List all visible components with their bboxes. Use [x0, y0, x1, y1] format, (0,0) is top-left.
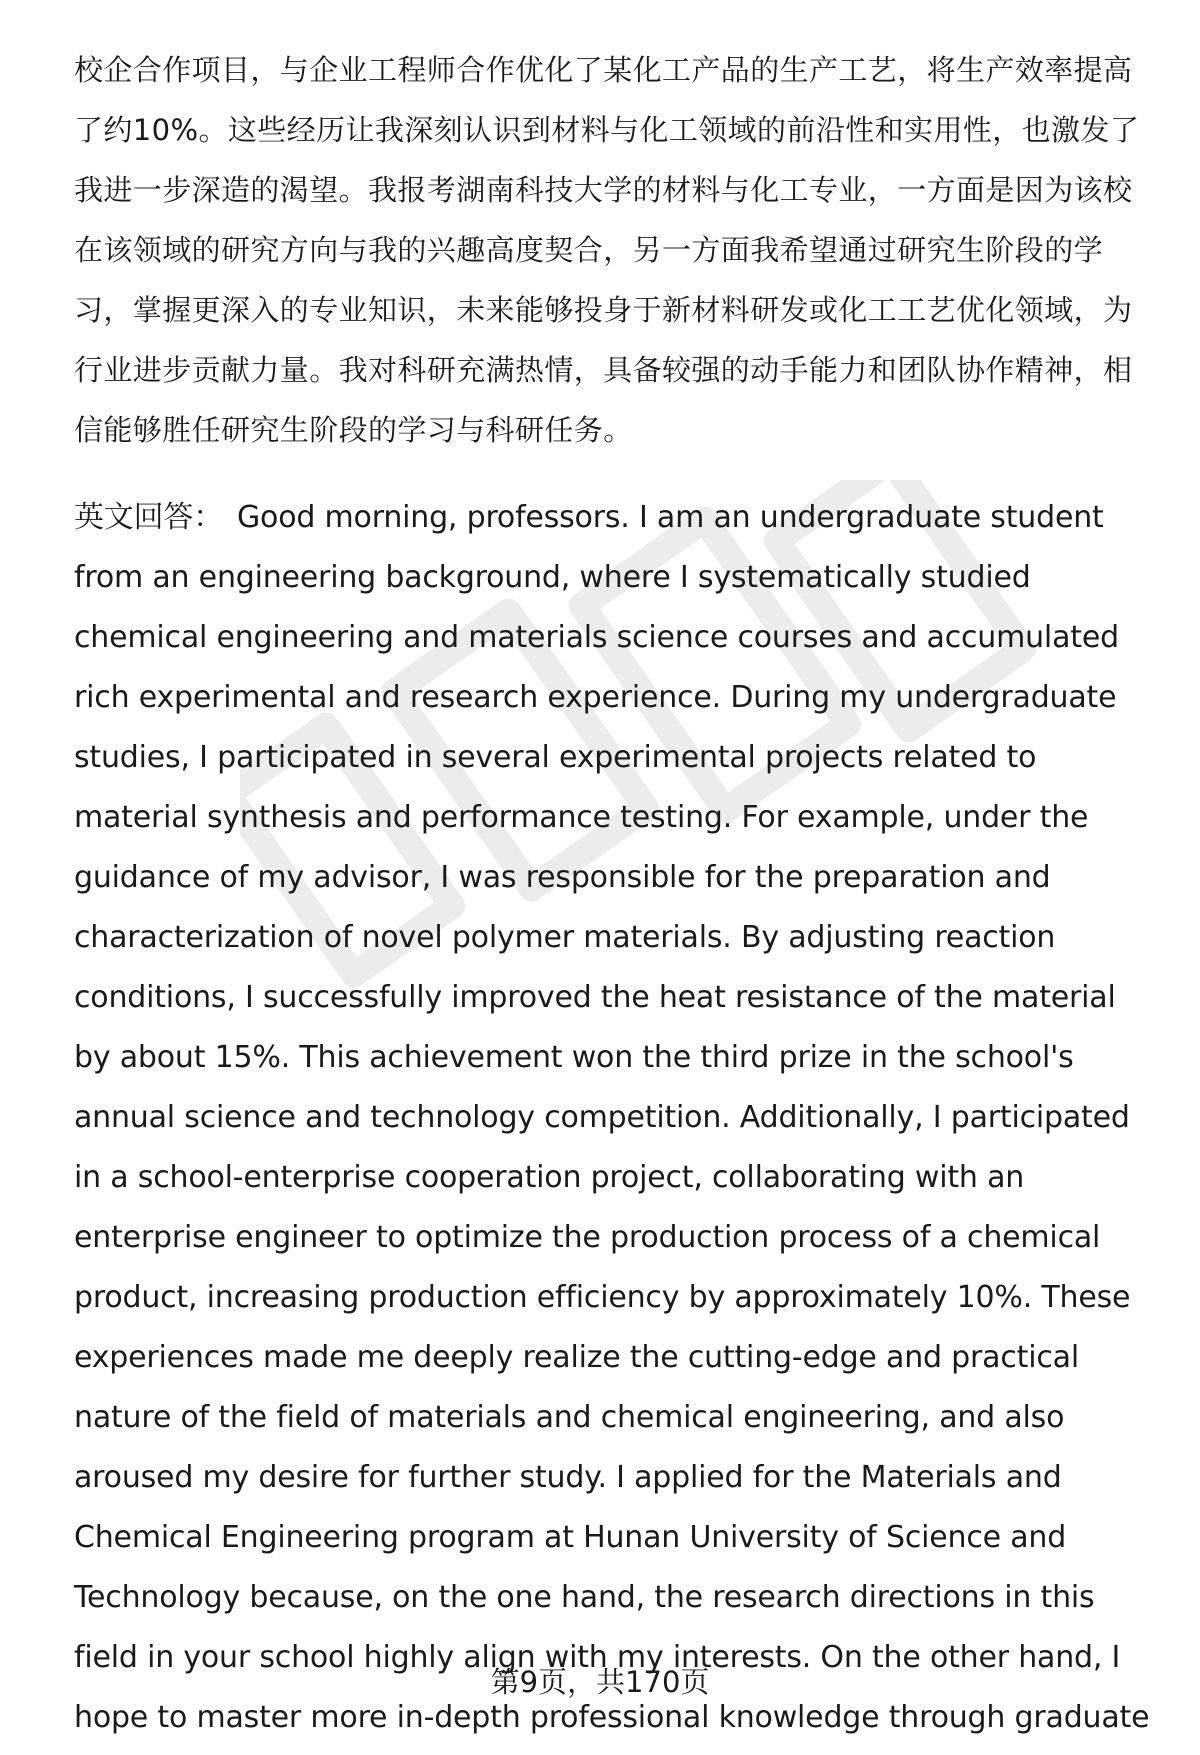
english-answer-label: 英文回答： — [74, 500, 223, 535]
document-page — [74, 40, 1154, 1748]
english-answer-paragraph — [74, 488, 1154, 1748]
page-number: 第9页，共170页 — [490, 1665, 710, 1699]
chinese-answer-paragraph: 校企合作项目，与企业工程师合作优化了某化工产品的生产工艺，将生产效率提高了约10%。这些经历让我深刻认识到材料与化工领域的前沿性和实用性，也激发了我进一步深造的渴望。我报考湖南科技大学的材料与化工专业，一方面是因为该校在该领域的研究方向与我的兴趣高度契合，另一方面我希望通过研究生阶段的学习，掌握更深入的专业知识，未来能够投身于新材料研发或化工工艺优化领域，为行业进步贡献力量。我对科研充满热情，具备较强的动手能力和团队协作精神，相信能够胜任研究生阶段的学习与科研任务。 — [74, 53, 1140, 447]
english-answer-text: Good morning, professors. I am an undergraduate student from an engineering background, where I systematically studied chemical engineering and materials science courses and accumulated rich experimental and research experience. During my undergraduate studies, I participated in several experimental projects related to material synthesis and performance testing. For example, under the guidance of my advisor, I was responsible for the preparation and characterization of novel polymer materials. By adjusting reaction conditions, I successfully improved the heat resistance of the material by about 15%. This achievement won the third prize in the school's annual science and technology competition. Additionally, I participated in a school-enterprise cooperation project, collaborating with an enterprise engineer to optimize the production process of a chemical product, increasing production efficiency by approximately 10%. These experiences made me deeply realize the cutting-edge and practical nature of the field of materials and chemical engineering, and also aroused my desire for further study. I applied for the Materials and Chemical Engineering program at Hunan University of Science and Technology because, on the one hand, the research directions in this field in your school highly align with my interests. On the other hand, I hope to master more in-depth professional knowledge through graduate — [74, 500, 1150, 1735]
